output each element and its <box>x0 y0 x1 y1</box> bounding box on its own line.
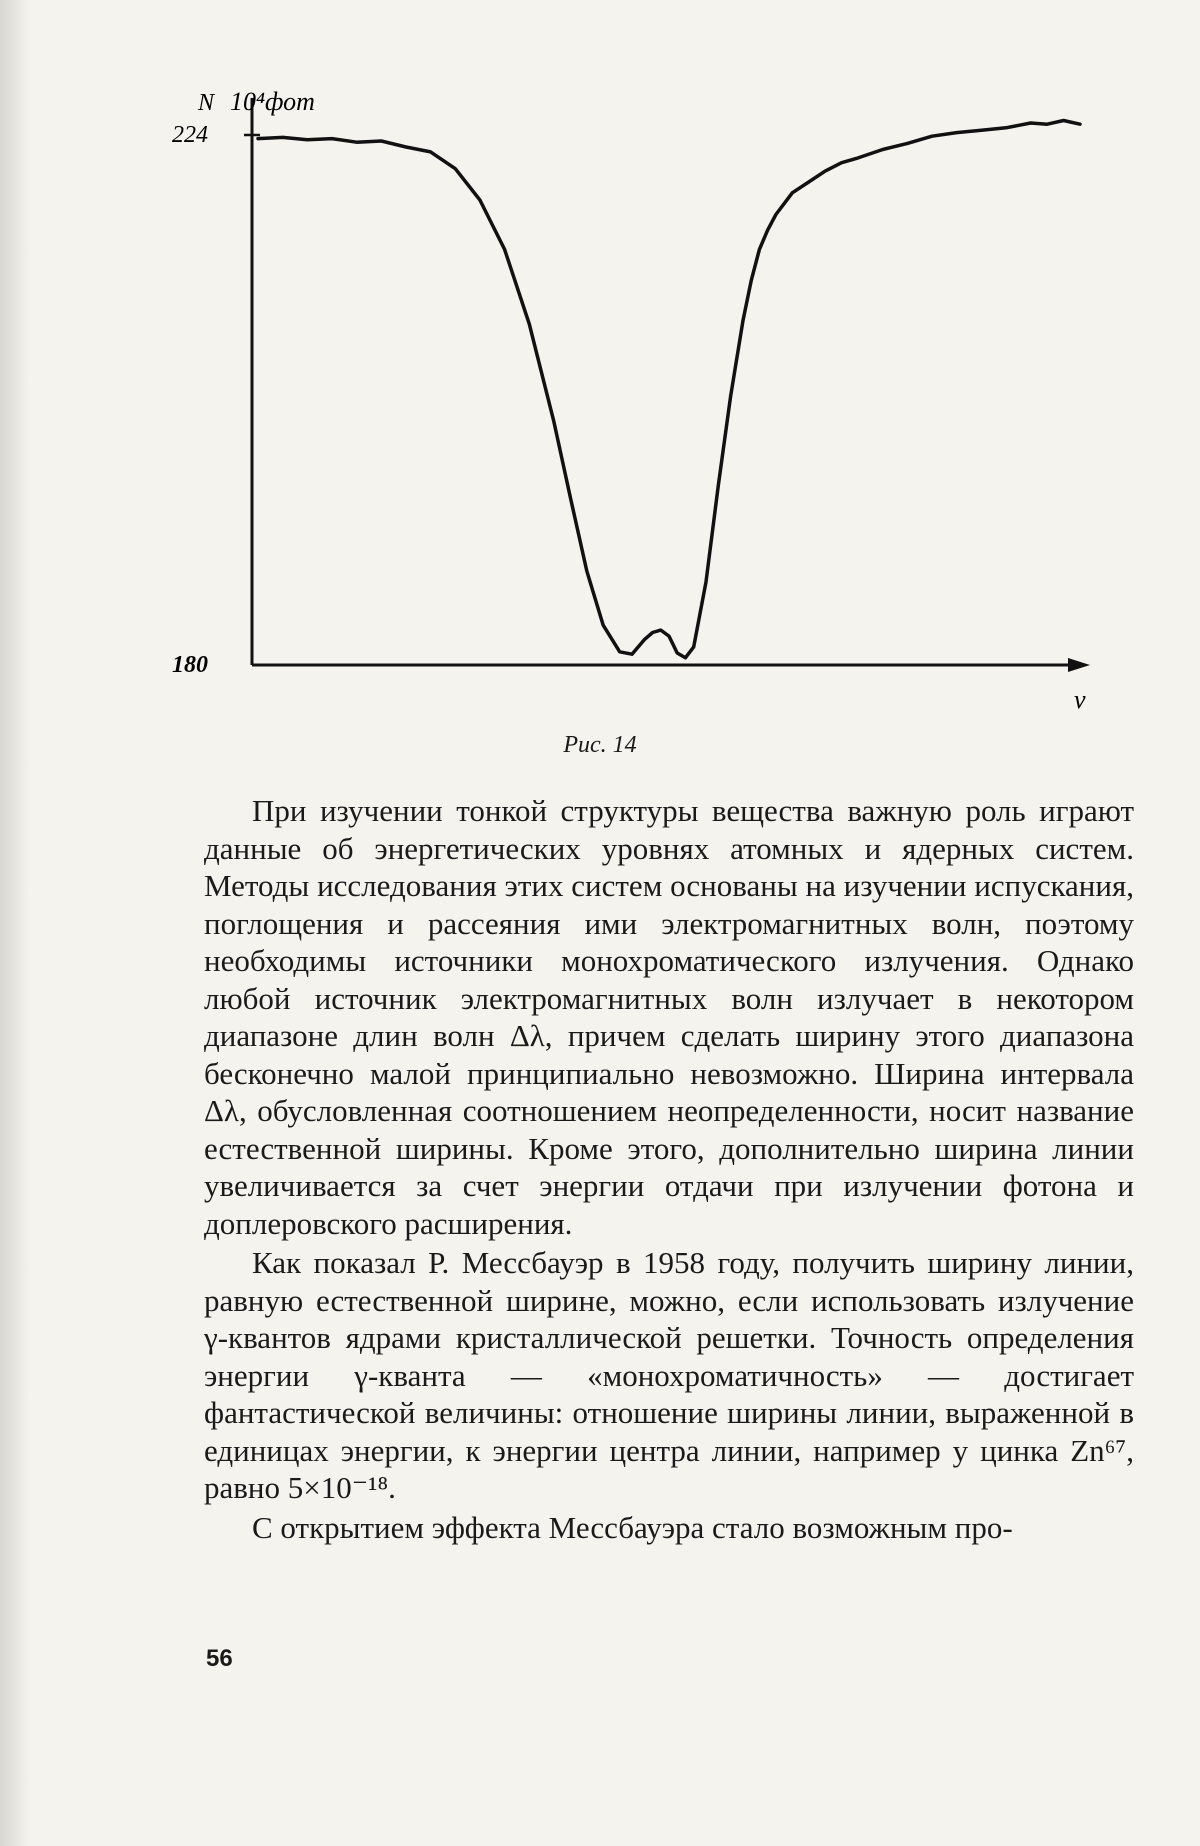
y-axis-label: N <box>198 90 215 116</box>
x-axis-arrow-icon <box>1068 658 1090 672</box>
absorption-curve <box>258 121 1080 658</box>
page-number: 56 <box>206 1645 233 1672</box>
y-tick-label-max: 224 <box>172 122 208 148</box>
figure <box>150 80 1130 720</box>
y-axis-unit: 10⁴фот <box>230 87 315 116</box>
paragraph: С открытием эффекта Мессбауэра стало возможным про- <box>252 1509 1013 1545</box>
y-tick-label-min: 180 <box>172 652 208 678</box>
paragraph: При изучении тонкой структуры вещества важную роль играют данные об энергетических уровнях атомных и ядерных систем. Методы исследования этих систем основаны на изучении испускания, поглощения и рассеяния ими электромагнитных волн, поэтому необходимы источники монохроматического излучения. Однако любой источник электромагнитных волн излучает в некотором диапазоне длин волн Δλ, причем сделать ширину этого диапазона бесконечно малой принципиально невозможно. Ширина интервала Δλ, обусловленная соотношением неопределенности, носит название естественной ширины. Кроме этого, дополнительно ширина линии увеличивается за счет энергии отдачи при излучении фотона и доплеровского расширения. <box>204 793 1134 1241</box>
body-text <box>204 792 1134 1546</box>
page-edge-shadow <box>0 0 30 1846</box>
spectrum-chart <box>150 80 1130 720</box>
x-axis-label: v <box>1074 685 1086 714</box>
figure-caption: Рис. 14 <box>563 732 637 758</box>
paragraph: Как показал Р. Мессбауэр в 1958 году, получить ширину линии, равную естественной ширине, можно, если использовать излучение γ-квантов ядрами кристаллической решетки. Точность определения энергии γ-кванта — «монохроматичность» — достигает фантастической величины: отношение ширины линии, выраженной в единицах энергии, к энергии центра линии, например у цинка Zn⁶⁷, равно 5×10⁻¹⁸. <box>204 1245 1134 1505</box>
